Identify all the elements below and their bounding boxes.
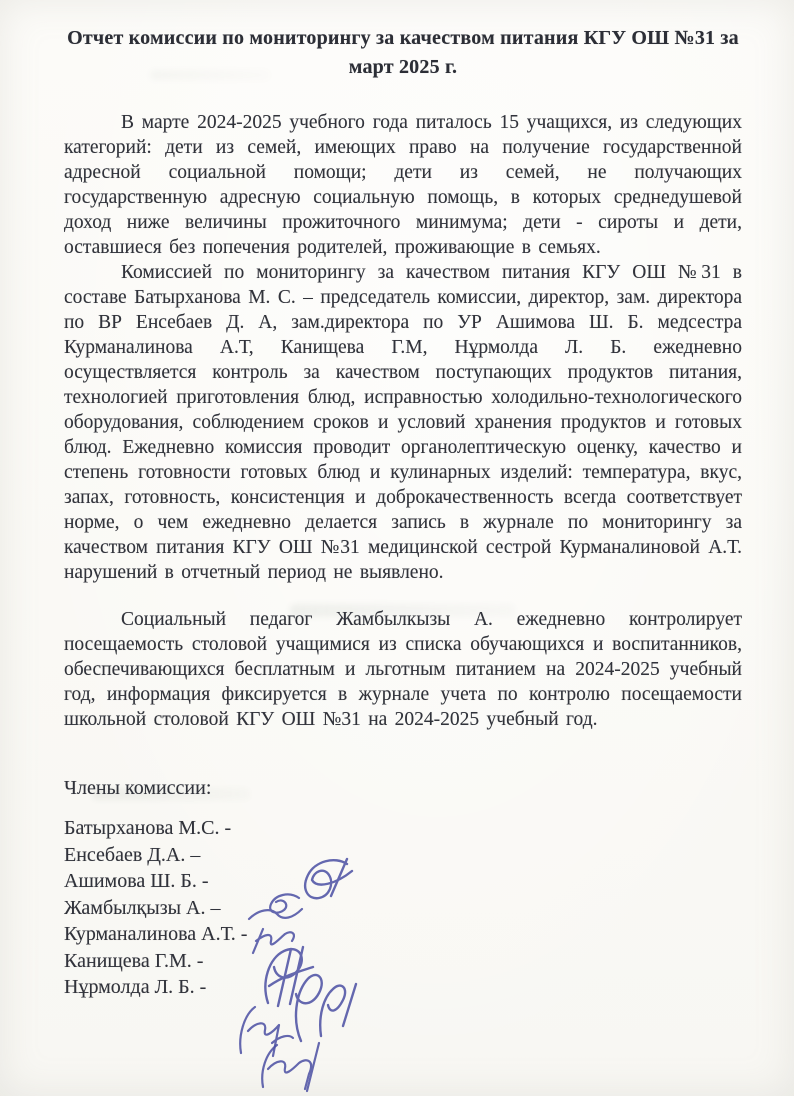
- document-title: [64, 24, 742, 82]
- title-line-2: март 2025 г.: [348, 56, 458, 78]
- paragraph-commission-monitoring: Комиссией по мониторингу за качеством питания КГУ ОШ №31 в составе Батырханова М. С. – председатель комиссии, директор, зам. директора по ВР Енсебаев Д. А, зам.директора по УР Ашимова Ш. Б. медсестра Курманалинова А.Т, Канищева Г.М, Нұрмолда Л. Б. ежедневно осуществляется контроль за качеством поступающих продуктов питания, технологией приготовления блюд, исправностью холодильно-технологического оборудования, соблюдением сроков и условий хранения продуктов и готовых блюд. Ежедневно комиссия проводит органолептическую оценку, качество и степень готовности готовых блюд и кулинарных изделий: температура, вкус, запах, готовность, консистенция и доброкачественность всегда соответствует норме, о чем ежедневно делается запись в журнале по мониторингу за качеством питания КГУ ОШ №31 медицинской сестрой Курманалиновой А.Т. нарушений в отчетный период не выявлено.: [64, 262, 742, 583]
- paragraph-social-pedagogue: Социальный педагог Жамбылкызы А. ежедневно контролирует посещаемость столовой учащимися из списка обучающихся и воспитанников, обеспечивающихся бесплатным и льготным питанием на 2024-2025 учебный год, информация фиксируется в журнале учета по контролю посещаемости школьной столовой КГУ ОШ №31 на 2024-2025 учебный год.: [64, 609, 742, 730]
- paragraph-categories: В марте 2024-2025 учебного года питалось 15 учащихся, из следующих категорий: дети из семей, имеющих право на получение государственной адресной социальной помощи; дети из семей, не получающих государственную адресную социальную помощь, в которых среднедушевой доход ниже величины прожиточного минимума; дети - сироты и дети, оставшиеся без попечения родителей, проживающие в семьях.: [64, 112, 742, 258]
- member-row-ensebaev: Енсебаев Д.А. –: [64, 843, 201, 866]
- signature-nurmolda: [262, 1043, 319, 1091]
- member-row-ashimova: Ашимова Ш. Б. -: [64, 870, 209, 892]
- document-content: [64, 24, 742, 1001]
- member-row-nurmolda: Нұрмолда Л. Б. -: [64, 976, 207, 998]
- member-row-kanishcheva: Канищева Г.М. -: [64, 949, 204, 972]
- member-row-kurmanalinova: Курманалинова А.Т. -: [64, 923, 248, 945]
- commission-members-list: [64, 815, 742, 1001]
- signature-kanishcheva: [240, 1007, 293, 1056]
- member-row-zhambylkyzy: Жамбылқызы А. –: [64, 896, 221, 919]
- member-row-batyrkhanova: Батырханова М.С. -: [64, 817, 232, 839]
- title-line-1: Отчет комиссии по мониторингу за качеством питания КГУ ОШ №31 за: [67, 27, 739, 49]
- commission-members-heading: Члены комиссии:: [64, 777, 212, 799]
